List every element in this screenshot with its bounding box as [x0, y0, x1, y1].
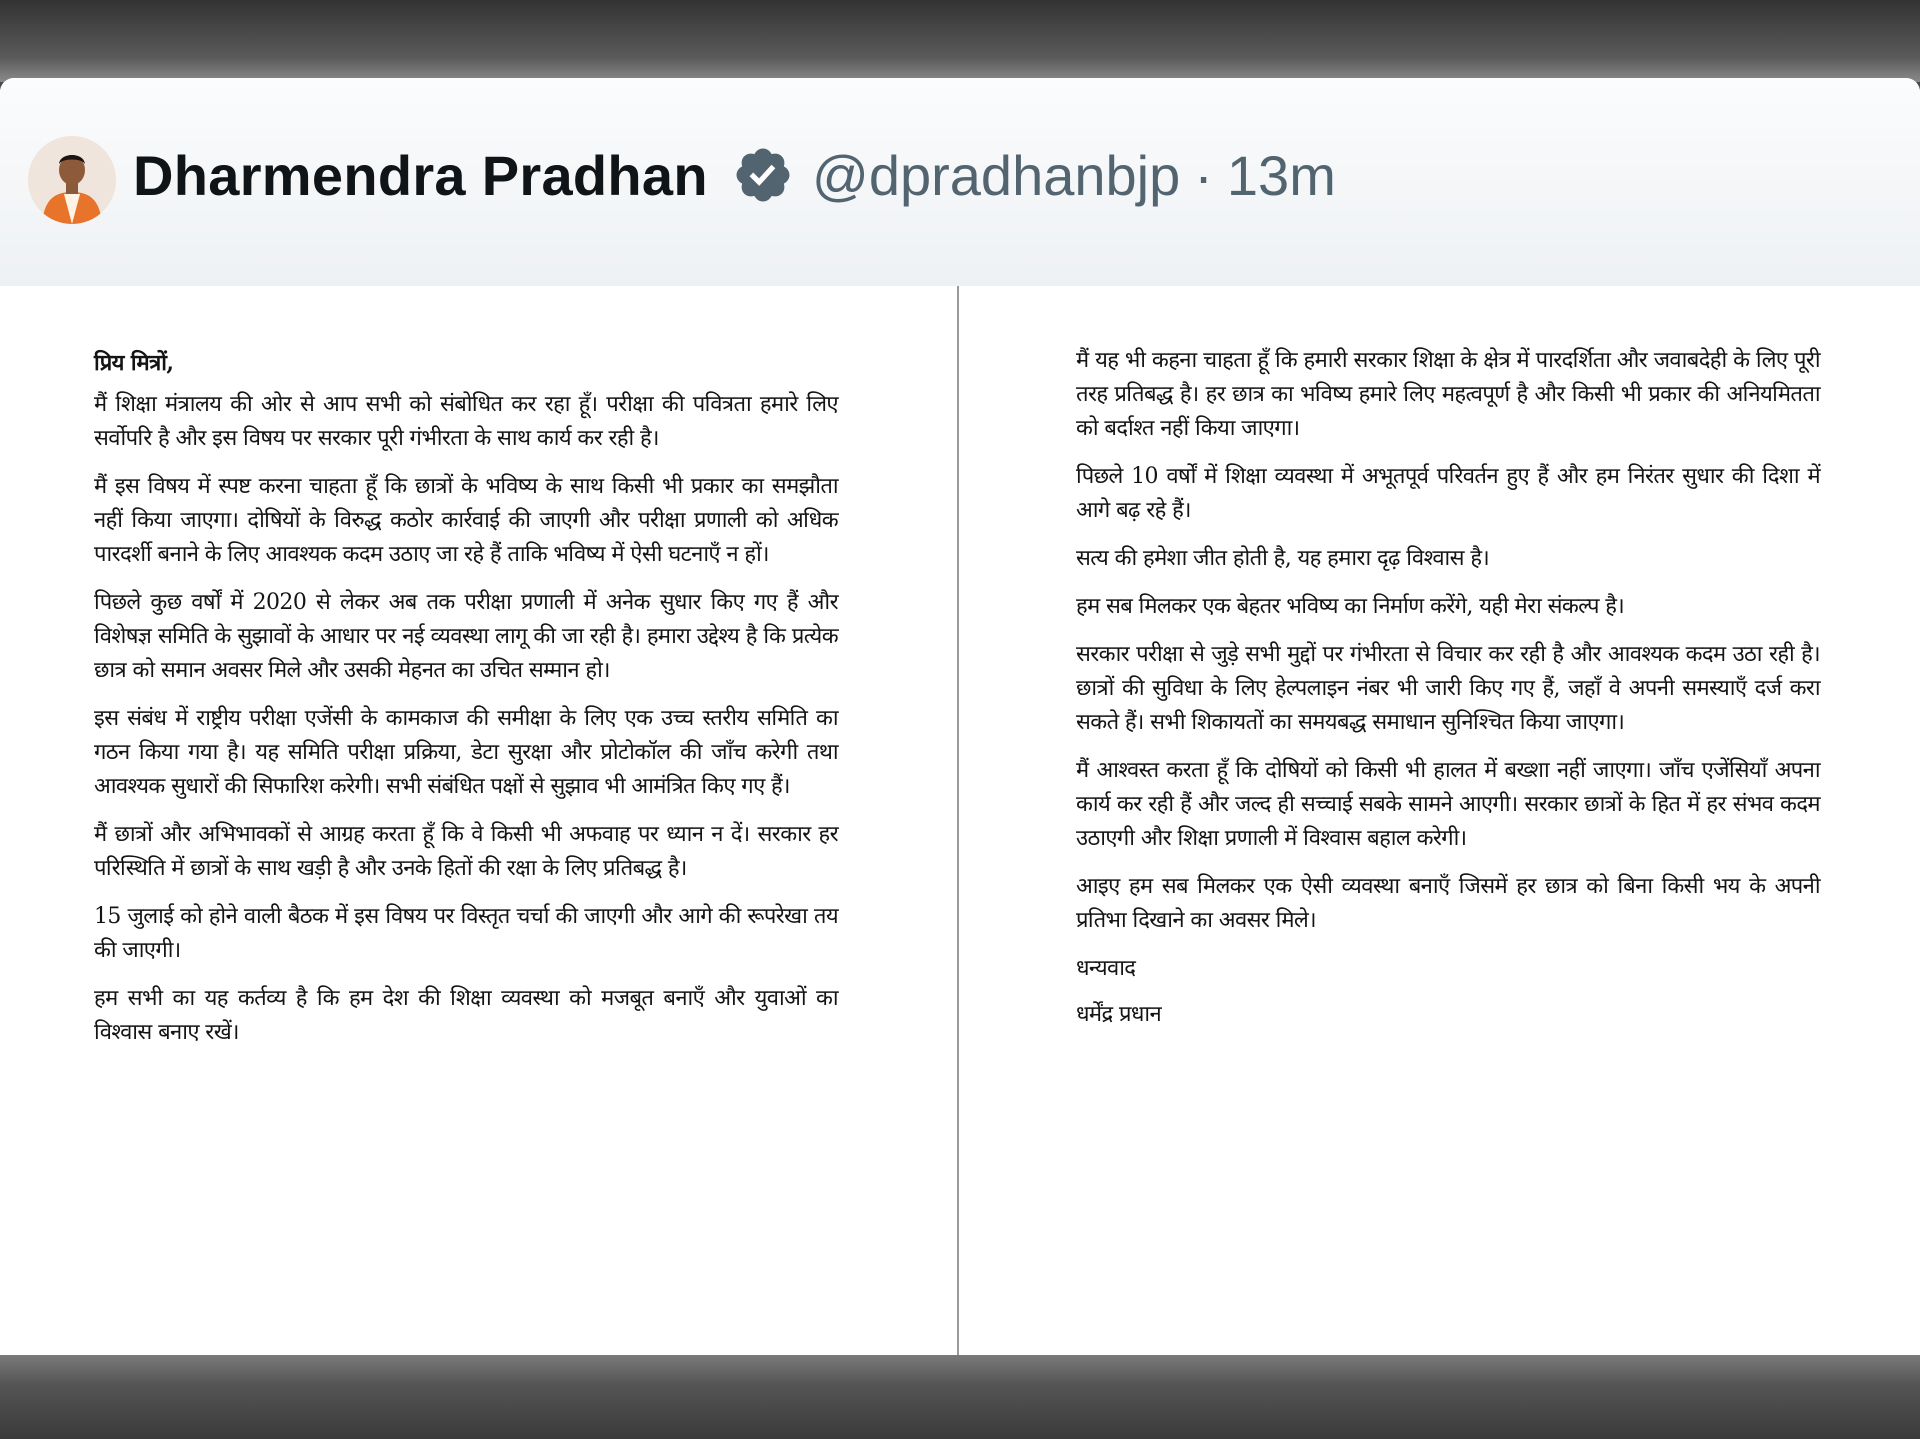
letter-paragraph: पिछले 10 वर्षों में शिक्षा व्यवस्था में अभूतपूर्व परिवर्तन हुए हैं और हम निरंतर सुधार की दिशा में आगे बढ़ रहे हैं।	[1076, 464, 1820, 523]
letter-right-column	[1076, 344, 1820, 1044]
letter-signature: धर्मेंद्र प्रधान	[1076, 1002, 1162, 1027]
separator-dot: ·	[1194, 144, 1213, 207]
tweet-card	[0, 78, 1920, 1356]
letter-image	[0, 286, 1920, 1356]
letter-paragraph: पिछले कुछ वर्षों में 2020 से लेकर अब तक परीक्षा प्रणाली में अनेक सुधार किए गए हैं और विशेषज्ञ समिति के सुझावों के आधार पर नई व्यवस्था लागू की जा रही है। हमारा उद्देश्य है कि प्रत्येक छात्र को समान अवसर मिले और उसकी मेहनत का उचित सम्मान हो।	[94, 590, 838, 683]
letter-paragraph: सरकार परीक्षा से जुड़े सभी मुद्दों पर गंभीरता से विचार कर रही है और आवश्यक कदम उठा रही है। छात्रों की सुविधा के लिए हेल्पलाइन नंबर भी जारी किए गए हैं, जहाँ वे अपनी समस्याएँ दर्ज करा सकते हैं। सभी शिकायतों का समयबद्ध समाधान सुनिश्चित किया जाएगा।	[1076, 642, 1820, 735]
tweet-header	[0, 78, 1920, 287]
background-bottom	[0, 1355, 1920, 1439]
letter-paragraph: हम सब मिलकर एक बेहतर भविष्य का निर्माण करेंगे, यही मेरा संकल्प है।	[1076, 594, 1625, 619]
author-name[interactable]: Dharmendra Pradhan	[133, 144, 708, 207]
letter-closing: धन्यवाद	[1076, 956, 1136, 981]
letter-paragraph: 15 जुलाई को होने वाली बैठक में इस विषय पर विस्तृत चर्चा की जाएगी और आगे की रूपरेखा तय की जाएगी।	[94, 904, 838, 963]
profile-photo-icon	[28, 136, 116, 224]
avatar[interactable]	[28, 136, 116, 224]
post-timestamp[interactable]: 13m	[1226, 144, 1336, 207]
letter-paragraph: मैं छात्रों और अभिभावकों से आग्रह करता हूँ कि वे किसी भी अफवाह पर ध्यान न दें। सरकार हर परिस्थिति में छात्रों के साथ खड़ी है और उनके हितों की रक्षा के लिए प्रतिबद्ध है।	[94, 822, 838, 881]
letter-paragraph: मैं आश्वस्त करता हूँ कि दोषियों को किसी भी हालत में बख्शा नहीं जाएगा। जाँच एजेंसियाँ अपना कार्य कर रही हैं और जल्द ही सच्चाई सबके सामने आएगी। सरकार छात्रों के हित में हर संभव कदम उठाएगी और शिक्षा प्रणाली में विश्वास बहाल करेगी।	[1076, 758, 1820, 851]
verified-badge-icon	[732, 144, 794, 206]
letter-paragraph: इस संबंध में राष्ट्रीय परीक्षा एजेंसी के कामकाज की समीक्षा के लिए एक उच्च स्तरीय समिति का गठन किया गया है। यह समिति परीक्षा प्रक्रिया, डेटा सुरक्षा और प्रोटोकॉल की जाँच करेगी तथा आवश्यक सुधारों की सिफारिश करेगी। सभी संबंधित पक्षों से सुझाव भी आमंत्रित किए गए हैं।	[94, 706, 838, 799]
handle-time	[812, 140, 1336, 212]
letter-left-column	[94, 346, 838, 1064]
author-handle[interactable]: @dpradhanbjp	[812, 144, 1181, 207]
letter-paragraph: मैं शिक्षा मंत्रालय की ओर से आप सभी को संबोधित कर रहा हूँ। परीक्षा की पवित्रता हमारे लिए सर्वोपरि है और इस विषय पर सरकार पूरी गंभीरता के साथ कार्य कर रही है।	[94, 392, 838, 451]
letter-paragraph: हम सभी का यह कर्तव्य है कि हम देश की शिक्षा व्यवस्था को मजबूत बनाएँ और युवाओं का विश्वास बनाए रखें।	[94, 986, 838, 1045]
letter-salutation: प्रिय मित्रों,	[94, 350, 174, 376]
background-top	[0, 0, 1920, 82]
letter-paragraph: आइए हम सब मिलकर एक ऐसी व्यवस्था बनाएँ जिसमें हर छात्र को बिना किसी भय के अपनी प्रतिभा दिखाने का अवसर मिले।	[1076, 874, 1820, 933]
letter-paragraph: मैं इस विषय में स्पष्ट करना चाहता हूँ कि छात्रों के भविष्य के साथ किसी भी प्रकार का समझौता नहीं किया जाएगा। दोषियों के विरुद्ध कठोर कार्रवाई की जाएगी और परीक्षा प्रणाली को अधिक पारदर्शी बनाने के लिए आवश्यक कदम उठाए जा रहे हैं ताकि भविष्य में ऐसी घटनाएँ न हों।	[94, 474, 838, 567]
letter-paragraph: सत्य की हमेशा जीत होती है, यह हमारा दृढ़ विश्वास है।	[1076, 546, 1490, 571]
letter-paragraph: मैं यह भी कहना चाहता हूँ कि हमारी सरकार शिक्षा के क्षेत्र में पारदर्शिता और जवाबदेही के लिए पूरी तरह प्रतिबद्ध है। हर छात्र का भविष्य हमारे लिए महत्वपूर्ण है और किसी भी प्रकार की अनियमितता को बर्दाश्त नहीं किया जाएगा।	[1076, 348, 1820, 441]
page-divider	[957, 286, 959, 1356]
